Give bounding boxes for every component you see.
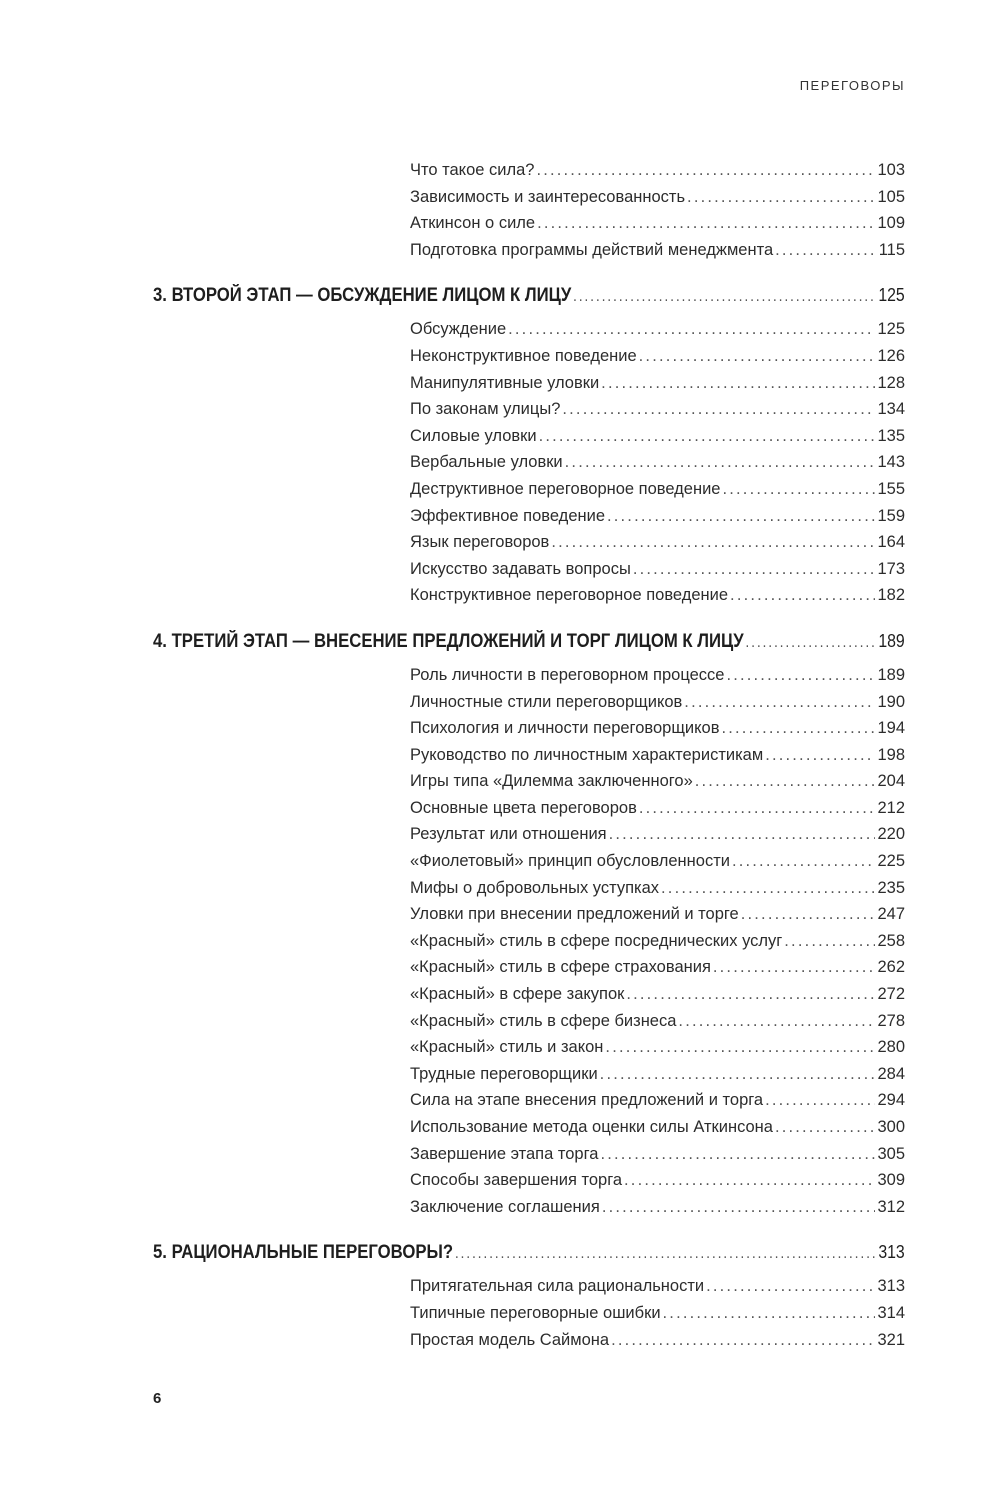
toc-entry[interactable] xyxy=(410,981,905,1008)
leader-dots xyxy=(624,1167,875,1194)
toc-entry-page: 164 xyxy=(877,533,905,552)
leader-dots xyxy=(601,370,875,397)
toc-chapter-heading[interactable] xyxy=(153,283,905,307)
toc-entry-page: 125 xyxy=(877,320,905,339)
toc-entry[interactable] xyxy=(410,556,905,583)
toc-entry[interactable] xyxy=(410,503,905,530)
toc-entry-page: 126 xyxy=(877,346,905,365)
leader-dots xyxy=(765,742,875,769)
toc-entry[interactable] xyxy=(410,370,905,397)
leader-dots xyxy=(678,1008,875,1035)
chapter-title: 3. ВТОРОЙ ЭТАП — ОБСУЖДЕНИЕ ЛИЦОМ К ЛИЦУ xyxy=(153,285,572,307)
toc-entry-page: 189 xyxy=(877,665,905,684)
chapter-title: 4. ТРЕТИЙ ЭТАП — ВНЕСЕНИЕ ПРЕДЛОЖЕНИЙ И ТОРГ ЛИЦОМ К ЛИЦУ xyxy=(153,630,744,652)
toc-entry-page: 313 xyxy=(877,1277,905,1296)
leader-dots xyxy=(508,316,875,343)
toc-entry[interactable] xyxy=(410,901,905,928)
leader-dots xyxy=(551,529,875,556)
toc-entry-page: 134 xyxy=(877,400,905,419)
toc-entry-page: 204 xyxy=(877,772,905,791)
toc-entry[interactable] xyxy=(410,1114,905,1141)
toc-entry-title: Способы завершения торга xyxy=(410,1171,623,1190)
toc-entry-page: 272 xyxy=(877,985,905,1004)
toc-entry-page: 198 xyxy=(877,745,905,764)
leader-dots xyxy=(726,662,875,689)
toc-entry-title: Притягательная сила рациональности xyxy=(410,1277,705,1296)
toc-entry-title: Конструктивное переговорное поведение xyxy=(410,586,729,605)
toc-entry-title: Искусство задавать вопросы xyxy=(410,559,631,578)
toc-entry-title: «Красный» стиль в сфере страхования xyxy=(410,958,711,977)
toc-entry[interactable] xyxy=(410,237,905,264)
toc-entry-page: 278 xyxy=(877,1011,905,1030)
toc-entry-page: 155 xyxy=(877,479,905,498)
leader-dots xyxy=(684,689,875,716)
leader-dots xyxy=(539,423,876,450)
toc-entry-page: 300 xyxy=(877,1118,905,1136)
toc-entry[interactable] xyxy=(410,1034,905,1061)
toc-entry[interactable] xyxy=(410,848,905,875)
toc-entry[interactable] xyxy=(410,582,905,609)
toc-entry[interactable] xyxy=(410,529,905,556)
toc-entry[interactable] xyxy=(410,1327,905,1354)
toc-entry-title: Мифы о добровольных уступках xyxy=(410,878,660,897)
toc-entry-page: 105 xyxy=(877,187,905,206)
toc-entry[interactable] xyxy=(410,715,905,742)
toc-entry-title: Сила на этапе внесения предложений и торга xyxy=(410,1091,764,1110)
toc-entry-page: 309 xyxy=(877,1171,905,1190)
toc-entry-title: Роль личности в переговорном процессе xyxy=(410,665,725,684)
toc-entry-page: 143 xyxy=(877,453,905,472)
toc-entry[interactable] xyxy=(410,449,905,476)
toc-entry-title: Основные цвета переговоров xyxy=(410,798,637,817)
leader-dots xyxy=(605,1034,875,1061)
leader-dots xyxy=(741,901,876,928)
toc-entry-page: 235 xyxy=(877,878,905,897)
toc-entry-page: 280 xyxy=(877,1038,905,1057)
toc-entry-title: Эффективное поведение xyxy=(410,506,605,525)
toc-subsection-list xyxy=(410,1273,905,1353)
leader-dots xyxy=(600,1061,876,1088)
toc-entry-title: Зависимость и заинтересованность xyxy=(410,187,686,206)
toc-entry[interactable] xyxy=(410,1194,905,1221)
leader-dots xyxy=(713,954,876,981)
toc-chapter-heading[interactable] xyxy=(153,629,905,653)
toc-entry[interactable] xyxy=(410,343,905,370)
toc-entry[interactable] xyxy=(410,1273,905,1300)
leader-dots xyxy=(745,631,876,655)
chapter-title: 5. РАЦИОНАЛЬНЫЕ ПЕРЕГОВОРЫ? xyxy=(153,1242,454,1264)
toc-entry-page: 314 xyxy=(877,1303,905,1322)
toc-entry-title: Аткинсон о силе xyxy=(410,214,536,233)
toc-entry[interactable] xyxy=(410,821,905,848)
toc-entry-title: Личностные стили переговорщиков xyxy=(410,692,683,711)
leader-dots xyxy=(784,928,875,955)
toc-entry[interactable] xyxy=(410,1167,905,1194)
chapter-page: 125 xyxy=(878,285,905,306)
toc-entry[interactable] xyxy=(410,954,905,981)
leader-dots xyxy=(695,768,876,795)
toc-entry[interactable] xyxy=(410,210,905,237)
toc-entry-page: 284 xyxy=(877,1064,905,1083)
leader-dots xyxy=(607,503,875,530)
toc-entry-page: 182 xyxy=(877,586,905,605)
toc-entry-page: 109 xyxy=(877,214,905,233)
toc-entry-title: Трудные переговорщики xyxy=(410,1064,598,1083)
leader-dots xyxy=(611,1327,875,1354)
toc-entry-title: «Красный» стиль в сфере посреднических услуг xyxy=(410,931,783,950)
toc-entry-title: Манипулятивные уловки xyxy=(410,373,600,392)
toc-entry-page: 220 xyxy=(877,825,905,844)
toc-entry-page: 173 xyxy=(877,559,905,578)
toc-entry[interactable] xyxy=(410,476,905,503)
toc-entry-page: 321 xyxy=(877,1330,905,1349)
toc-entry[interactable] xyxy=(410,795,905,822)
leader-dots xyxy=(732,848,875,875)
leader-dots xyxy=(775,1114,876,1141)
toc-entry-page: 294 xyxy=(877,1091,905,1110)
toc-entry-page: 247 xyxy=(877,905,905,924)
toc-entry[interactable] xyxy=(410,1008,905,1035)
toc-subsection-list xyxy=(410,316,905,609)
toc-entry-title: «Красный» в сфере закупок xyxy=(410,985,625,1004)
toc-entry-page: 258 xyxy=(877,931,905,950)
leader-dots xyxy=(639,343,876,370)
leader-dots xyxy=(565,449,876,476)
toc-entry[interactable] xyxy=(410,689,905,716)
toc-entry[interactable] xyxy=(410,396,905,423)
leader-dots xyxy=(602,1194,876,1221)
toc-entry-title: Деструктивное переговорное поведение xyxy=(410,479,721,498)
chapter-page: 189 xyxy=(878,630,905,651)
toc-entry[interactable] xyxy=(410,875,905,902)
toc-entry[interactable] xyxy=(410,423,905,450)
toc-entry-title: Вербальные уловки xyxy=(410,453,563,472)
toc-entry-page: 135 xyxy=(877,426,905,445)
table-of-contents xyxy=(153,157,905,1353)
toc-entry-title: Силовые уловки xyxy=(410,426,537,445)
toc-entry-title: Результат или отношения xyxy=(410,825,607,844)
leader-dots xyxy=(573,285,877,309)
toc-entry-page: 159 xyxy=(877,506,905,525)
toc-chapter-heading[interactable] xyxy=(153,1240,905,1264)
leader-dots xyxy=(626,981,875,1008)
toc-entry-title: Подготовка программы действий менеджмента xyxy=(410,240,774,259)
leader-dots xyxy=(730,582,875,609)
leader-dots xyxy=(721,715,875,742)
leader-dots xyxy=(600,1141,875,1168)
toc-entry-page: 103 xyxy=(877,161,905,179)
leader-dots xyxy=(536,157,875,184)
toc-entry[interactable] xyxy=(410,1087,905,1114)
toc-entry-page: 128 xyxy=(877,373,905,392)
leader-dots xyxy=(663,1300,876,1327)
leader-dots xyxy=(562,396,875,423)
toc-subsection-list xyxy=(410,157,905,263)
toc-entry-page: 194 xyxy=(877,719,905,738)
toc-entry[interactable] xyxy=(410,184,905,211)
toc-subsection-list xyxy=(410,662,905,1220)
toc-entry-title: Язык переговоров xyxy=(410,533,550,552)
toc-entry-page: 262 xyxy=(877,958,905,977)
toc-entry-title: Типичные переговорные ошибки xyxy=(410,1303,661,1322)
leader-dots xyxy=(723,476,876,503)
toc-entry[interactable] xyxy=(410,316,905,343)
leader-dots xyxy=(609,821,876,848)
toc-entry-page: 312 xyxy=(877,1197,905,1216)
toc-entry[interactable] xyxy=(410,1300,905,1327)
leader-dots xyxy=(661,875,875,902)
toc-entry-page: 190 xyxy=(877,692,905,711)
toc-entry-title: «Красный» стиль и закон xyxy=(410,1038,604,1057)
toc-entry[interactable] xyxy=(410,1061,905,1088)
toc-entry-page: 305 xyxy=(877,1144,905,1163)
leader-dots xyxy=(765,1087,875,1114)
page-number: 6 xyxy=(153,1390,162,1407)
toc-entry-title: Что такое сила? xyxy=(410,161,535,179)
leader-dots xyxy=(537,210,875,237)
leader-dots xyxy=(706,1273,875,1300)
leader-dots xyxy=(687,184,875,211)
toc-entry-title: Использование метода оценки силы Аткинсона xyxy=(410,1118,773,1136)
leader-dots xyxy=(639,795,876,822)
toc-entry-page: 212 xyxy=(877,798,905,817)
toc-entry-page: 115 xyxy=(878,240,905,259)
toc-entry[interactable] xyxy=(410,662,905,689)
toc-entry-title: Обсуждение xyxy=(410,320,507,339)
toc-entry-title: Неконструктивное поведение xyxy=(410,346,637,365)
toc-entry[interactable] xyxy=(410,768,905,795)
toc-entry-page: 225 xyxy=(877,852,905,871)
toc-entry-title: По законам улицы? xyxy=(410,400,561,419)
toc-entry[interactable] xyxy=(410,157,905,184)
toc-entry-title: Завершение этапа торга xyxy=(410,1144,599,1163)
toc-entry-title: «Красный» стиль в сфере бизнеса xyxy=(410,1011,677,1030)
toc-entry-title: Руководство по личностным характеристикам xyxy=(410,745,764,764)
toc-entry-title: Простая модель Саймона xyxy=(410,1330,610,1349)
running-head: ПЕРЕГОВОРЫ xyxy=(799,78,905,93)
toc-entry[interactable] xyxy=(410,928,905,955)
toc-entry-title: Игры типа «Дилемма заключенного» xyxy=(410,772,693,791)
toc-entry-title: Уловки при внесении предложений и торге xyxy=(410,905,739,924)
toc-entry[interactable] xyxy=(410,742,905,769)
toc-entry-title: Психология и личности переговорщиков xyxy=(410,719,720,738)
leader-dots xyxy=(455,1242,877,1266)
leader-dots xyxy=(633,556,876,583)
toc-entry-title: Заключение соглашения xyxy=(410,1197,600,1216)
toc-entry[interactable] xyxy=(410,1141,905,1168)
chapter-page: 313 xyxy=(878,1242,905,1263)
leader-dots xyxy=(775,237,877,264)
toc-entry-title: «Фиолетовый» принцип обусловленности xyxy=(410,852,730,871)
